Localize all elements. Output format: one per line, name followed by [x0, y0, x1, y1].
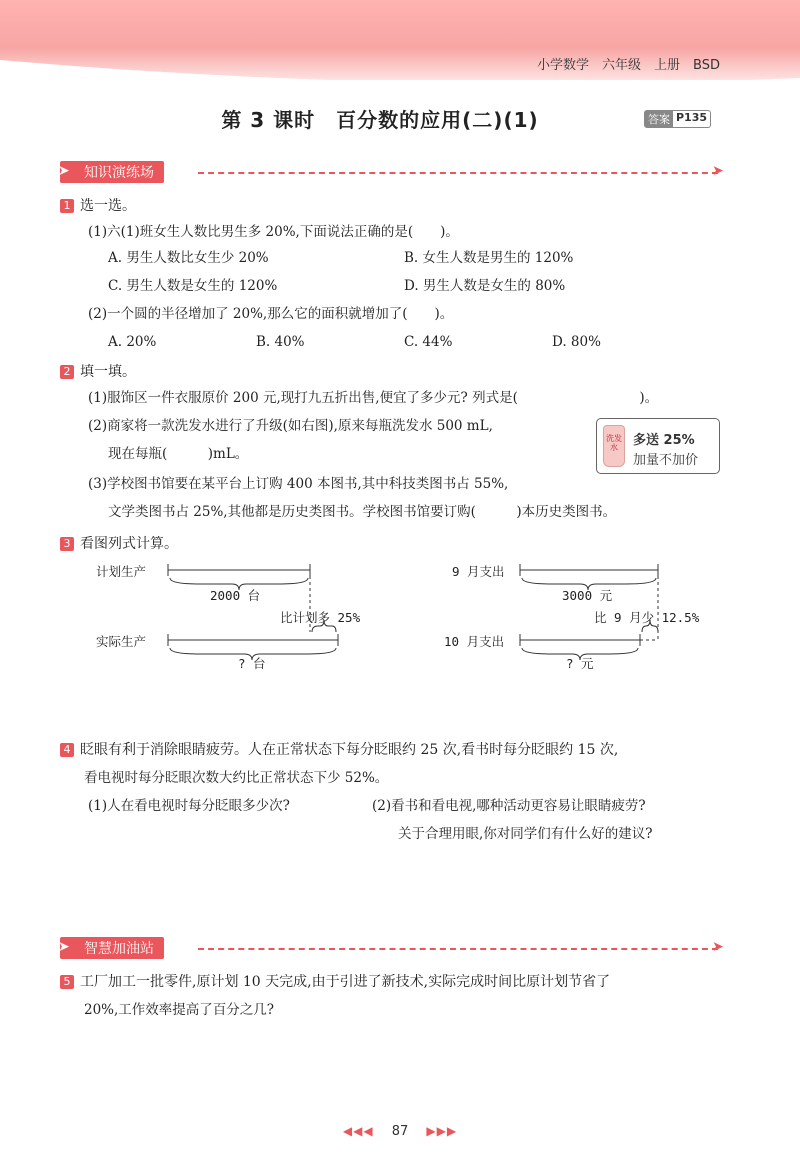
question-number: 2: [60, 365, 74, 379]
question-title: 填一填。: [80, 364, 136, 380]
q1-sub1: (1)六(1)班女生人数比男生多 20%,下面说法正确的是( )。: [88, 224, 459, 240]
section-header-challenge: [60, 936, 164, 960]
answer-page: P135: [676, 111, 708, 124]
question-number: 1: [60, 199, 74, 213]
question-number: 4: [60, 743, 74, 757]
header-meta: 小学数学 六年级 上册 BSD: [537, 58, 720, 73]
section-label: 智慧加油站: [84, 941, 154, 957]
right-note: 比 9 月少 12.5%: [594, 610, 700, 625]
q2-sub3-line1: (3)学校图书馆要在某平台上订购 400 本图书,其中科技类图书占 55%,: [88, 476, 509, 492]
question-title: 看图列式计算。: [80, 536, 178, 552]
question-4: [60, 740, 618, 760]
right-row2-value: ? 元: [566, 656, 594, 671]
section-label: 知识演练场: [84, 165, 154, 181]
left-row1-label: 计划生产: [96, 564, 147, 579]
page-number: 87: [391, 1124, 409, 1139]
q5-line1: 工厂加工一批零件,原计划 10 天完成,由于引进了新技术,实际完成时间比原计划节省了: [80, 974, 611, 990]
section-divider: [198, 948, 718, 950]
q1-option-d[interactable]: D. 男生人数是女生的 80%: [404, 278, 566, 294]
right-row1-value: 3000 元: [562, 588, 613, 603]
q2-sub2-line2: 现在每瓶( )mL。: [108, 446, 249, 462]
divider-arrow-icon: ➤: [712, 939, 724, 955]
left-row1-value: 2000 台: [210, 588, 261, 603]
next-arrows-icon: ▶▶▶: [426, 1124, 458, 1138]
question-title: 选一选。: [80, 198, 136, 214]
page-title: 第 3 课时 百分数的应用(二)(1): [221, 108, 539, 132]
q4-line1: 眨眼有利于消除眼睛疲劳。人在正常状态下每分眨眼约 25 次,看书时每分眨眼约 15 次,: [80, 742, 619, 758]
q2-sub3-line2: 文学类图书占 25%,其他都是历史类图书。学校图书馆要订购( )本历史类图书。: [108, 504, 617, 520]
left-note: 比计划多 25%: [280, 610, 361, 625]
right-row1-label: 9 月支出: [452, 564, 505, 579]
left-row2-value: ? 台: [238, 656, 266, 671]
q4-line2: 看电视时每分眨眼次数大约比正常状态下少 52%。: [84, 770, 389, 786]
q1-sub2-option-c[interactable]: C. 44%: [404, 334, 453, 350]
q4-sub2-line2: 关于合理用眼,你对同学们有什么好的建议?: [398, 826, 653, 842]
q1-sub2: (2)一个圆的半径增加了 20%,那么它的面积就增加了( )。: [88, 306, 454, 322]
runner-icon: ➤: [58, 939, 70, 955]
promo-line2: 加量不加价: [633, 453, 699, 468]
question-number: 3: [60, 537, 74, 551]
q5-line2: 20%,工作效率提高了百分之几?: [84, 1002, 275, 1018]
left-row2-label: 实际生产: [96, 634, 147, 649]
page-footer: [0, 1124, 800, 1139]
q1-sub2-option-d[interactable]: D. 80%: [552, 334, 601, 350]
answer-label: 答案: [645, 111, 673, 127]
prev-arrows-icon: ◀◀◀: [342, 1124, 374, 1138]
q1-sub2-option-b[interactable]: B. 40%: [256, 334, 305, 350]
runner-icon: ➤: [58, 163, 70, 179]
q4-sub2-line1: (2)看书和看电视,哪种活动更容易让眼睛疲劳?: [372, 798, 646, 814]
shampoo-bottle-icon: 洗发水: [603, 425, 625, 467]
section-tag: [60, 937, 164, 959]
q1-option-c[interactable]: C. 男生人数是女生的 120%: [108, 278, 278, 294]
q1-sub2-option-a[interactable]: A. 20%: [108, 334, 157, 350]
q2-sub2-line1: (2)商家将一款洗发水进行了升级(如右图),原来每瓶洗发水 500 mL,: [88, 418, 493, 434]
q4-sub1: (1)人在看电视时每分眨眼多少次?: [88, 798, 290, 814]
promo-line1: 多送 25%: [633, 433, 695, 448]
q1-option-a[interactable]: A. 男生人数比女生少 20%: [108, 250, 269, 266]
q1-option-b[interactable]: B. 女生人数是男生的 120%: [404, 250, 574, 266]
q2-sub1: (1)服饰区一件衣服原价 200 元,现打九五折出售,便宜了多少元? 列式是( )。: [88, 390, 659, 406]
question-number: 5: [60, 975, 74, 989]
question-5: [60, 972, 610, 992]
right-row2-label: 10 月支出: [444, 634, 505, 649]
divider-arrow-icon: ➤: [712, 163, 724, 179]
